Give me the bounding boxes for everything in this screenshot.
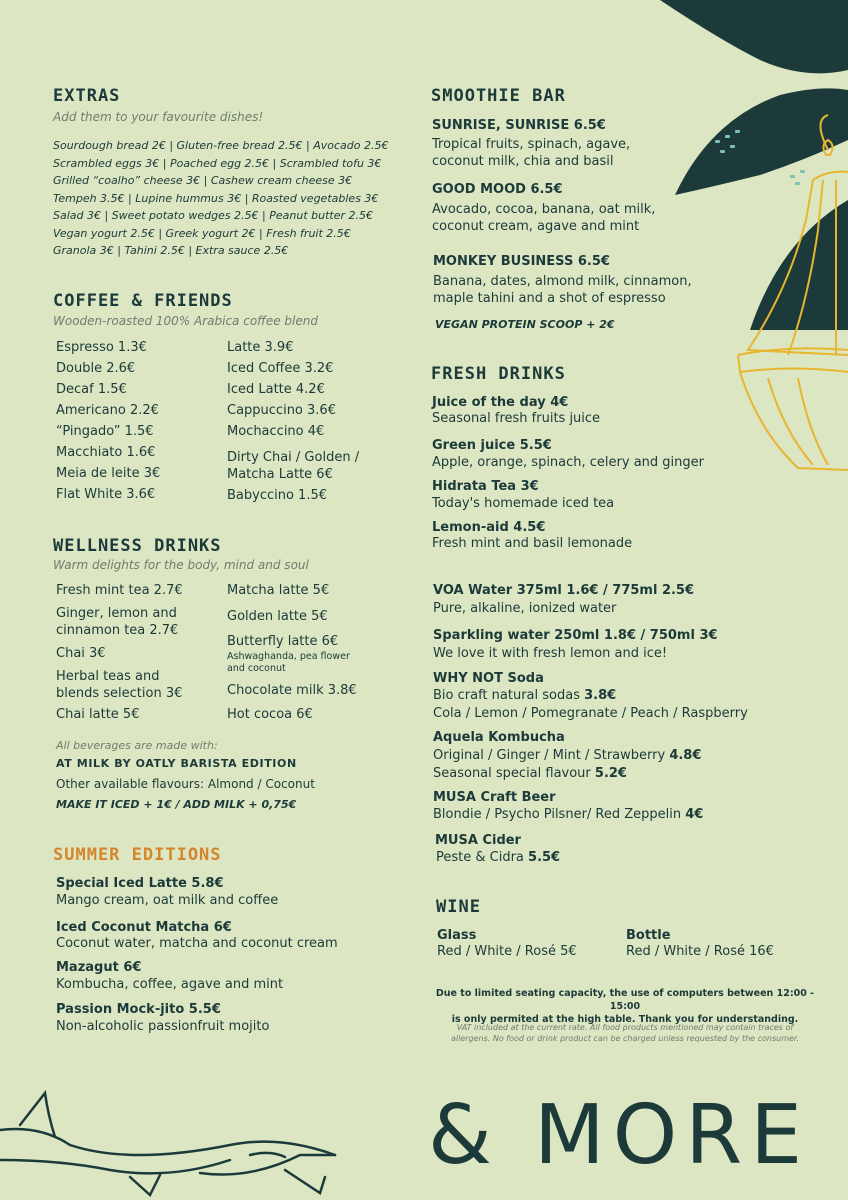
wine-bottle-desc: Red / White / Rosé 16€ [626,944,774,959]
smoothie-item-desc: Banana, dates, almond milk, cinnamon, maple tahini and a shot of espresso [433,274,692,306]
butterfly-note: Ashwaghanda, pea flower and coconut [227,651,350,674]
menu-item: Meia de leite 3€ [56,466,161,481]
fresh-item-desc: Today's homemade iced tea [432,496,615,511]
smoothie-title: SMOOTHIE BAR [431,86,566,106]
kombucha-seasonal: Seasonal special flavour 5.2€ [433,766,627,781]
beverage-note: All beverages are made with: [56,739,218,752]
extras-subtitle: Add them to your favourite dishes! [53,110,264,124]
voa-water-name: VOA Water 375ml 1.6€ / 775ml 2.5€ [433,583,695,598]
fresh-item-name: Lemon-aid 4.5€ [432,520,546,535]
wine-glass-label: Glass [437,928,477,943]
smoothie-item-name: MONKEY BUSINESS 6.5€ [433,254,610,269]
lamp-decoration-icon [728,110,848,480]
kombucha-desc: Original / Ginger / Mint / Strawberry 4.8€ [433,748,702,763]
wellness-title: WELLNESS DRINKS [53,536,222,556]
vat-note: VAT included at the current rate. All food products mentioned may contain traces of allergens. No food or drink product can be charged unless requested by the consumer. [450,1023,800,1043]
sparkling-water-desc: We love it with fresh lemon and ice! [433,646,668,661]
cider-desc: Peste & Cidra 5.5€ [436,850,561,865]
chai-latte-item: Chai latte 5€ [56,707,140,722]
sparkling-water-name: Sparkling water 250ml 1.8€ / 750ml 3€ [433,628,718,643]
and-more-title: & MORE [428,1088,811,1183]
summer-item-desc: Coconut water, matcha and coconut cream [56,936,338,951]
menu-item: Espresso 1.3€ [56,340,147,355]
why-not-soda-name: WHY NOT Soda [433,671,544,686]
summer-item-name: Passion Mock-jito 5.5€ [56,1002,221,1017]
dirty-chai-item: Dirty Chai / Golden / Matcha Latte 6€ [227,450,360,482]
golden-latte-item: Golden latte 5€ [227,609,328,624]
craft-beer-desc: Blondie / Psycho Pilsner/ Red Zeppelin 4€ [433,807,704,822]
menu-item: “Pingado” 1.5€ [56,424,154,439]
kombucha-name: Aquela Kombucha [433,730,565,745]
craft-beer-name: MUSA Craft Beer [433,790,556,805]
why-not-soda-desc: Bio craft natural sodas 3.8€ [433,688,617,703]
coffee-title: COFFEE & FRIENDS [53,291,233,311]
summer-item-name: Iced Coconut Matcha 6€ [56,920,232,935]
milk-flavours: Other available flavours: Almond / Coconut [56,777,315,791]
coffee-list-right [227,340,336,445]
cider-name: MUSA Cider [435,833,521,848]
menu-item: Flat White 3.6€ [56,487,156,502]
seating-note: Due to limited seating capacity, the use of computers between 12:00 - 15:00 is only permited at the high table. Thank you for understanding. [435,988,815,1025]
fresh-item-desc: Seasonal fresh fruits juice [432,411,601,426]
wine-title: WINE [436,897,481,917]
menu-item: Cappuccino 3.6€ [227,403,336,418]
butterfly-latte-item: Butterfly latte 6€ [227,634,339,649]
ginger-tea-item: Ginger, lemon and cinnamon tea 2.7€ [56,606,179,638]
fresh-item-desc: Apple, orange, spinach, celery and ginger [432,455,704,470]
extras-line: Grilled “coalho” cheese 3€ | Cashew cream cheese 3€ [53,174,353,187]
oatly-milk-label: AT MILK BY OATLY BARISTA EDITION [56,757,297,770]
smoothie-item-name: GOOD MOOD 6.5€ [432,182,563,197]
coffee-list-left [56,340,160,508]
wellness-subtitle: Warm delights for the body, mind and soul [53,558,309,572]
fresh-item-name: Juice of the day 4€ [432,395,569,410]
summer-title: SUMMER EDITIONS [53,845,222,865]
matcha-latte-item: Matcha latte 5€ [227,583,330,598]
summer-item-name: Special Iced Latte 5.8€ [56,876,224,891]
summer-item-desc: Non-alcoholic passionfruit mojito [56,1019,270,1034]
menu-item: Americano 2.2€ [56,403,159,418]
herbal-tea-item: Herbal teas and blends selection 3€ [56,669,183,701]
babyccino-item: Babyccino 1.5€ [227,488,328,503]
fresh-item-name: Green juice 5.5€ [432,438,552,453]
extras-line: Sourdough bread 2€ | Gluten-free bread 2.5€ | Avocado 2.5€ [53,139,389,152]
hot-cocoa-item: Hot cocoa 6€ [227,707,313,722]
fresh-item-desc: Fresh mint and basil lemonade [432,536,633,551]
extras-line: Scrambled eggs 3€ | Poached egg 2.5€ | Scrambled tofu 3€ [53,156,382,170]
fresh-item-name: Hidrata Tea 3€ [432,479,539,494]
voa-water-desc: Pure, alkaline, ionized water [433,601,617,616]
menu-item: Iced Latte 4.2€ [227,382,325,397]
smoothie-item-desc: Tropical fruits, spinach, agave, coconut milk, chia and basil [432,137,631,169]
menu-item: Mochaccino 4€ [227,424,325,439]
extras-list [53,137,388,260]
extras-title: EXTRAS [53,86,121,106]
extras-line: Granola 3€ | Tahini 2.5€ | Extra sauce 2.5€ [53,244,289,257]
why-not-soda-flavours: Cola / Lemon / Pomegranate / Peach / Raspberry [433,706,748,721]
menu-item: Latte 3.9€ [227,340,294,355]
fresh-mint-item: Fresh mint tea 2.7€ [56,583,183,598]
menu-item: Iced Coffee 3.2€ [227,361,334,376]
smoothie-item-name: SUNRISE, SUNRISE 6.5€ [432,118,606,133]
summer-item-name: Mazagut 6€ [56,960,142,975]
menu-item: Double 2.6€ [56,361,136,376]
smoothie-item-desc: Avocado, cocoa, banana, oat milk, coconut cream, agave and mint [432,202,656,234]
fresh-drinks-title: FRESH DRINKS [431,364,566,384]
protein-addon: VEGAN PROTEIN SCOOP + 2€ [435,318,615,331]
summer-item-desc: Kombucha, coffee, agave and mint [56,977,284,992]
chocolate-milk-item: Chocolate milk 3.8€ [227,683,357,698]
iced-addon: MAKE IT ICED + 1€ / ADD MILK + 0,75€ [56,798,297,811]
menu-item: Decaf 1.5€ [56,382,127,397]
chai-item: Chai 3€ [56,646,106,661]
shark-decoration-icon [0,1085,345,1200]
wine-glass-desc: Red / White / Rosé 5€ [437,944,577,959]
wine-bottle-label: Bottle [626,928,671,943]
summer-item-desc: Mango cream, oat milk and coffee [56,893,279,908]
extras-line: Salad 3€ | Sweet potato wedges 2.5€ | Peanut butter 2.5€ [53,209,373,222]
extras-line: Vegan yogurt 2.5€ | Greek yogurt 2€ | Fresh fruit 2.5€ [53,226,351,240]
extras-line: Tempeh 3.5€ | Lupine hummus 3€ | Roasted vegetables 3€ [53,191,379,205]
coffee-subtitle: Wooden-roasted 100% Arabica coffee blend [53,314,318,328]
menu-item: Macchiato 1.6€ [56,445,156,460]
